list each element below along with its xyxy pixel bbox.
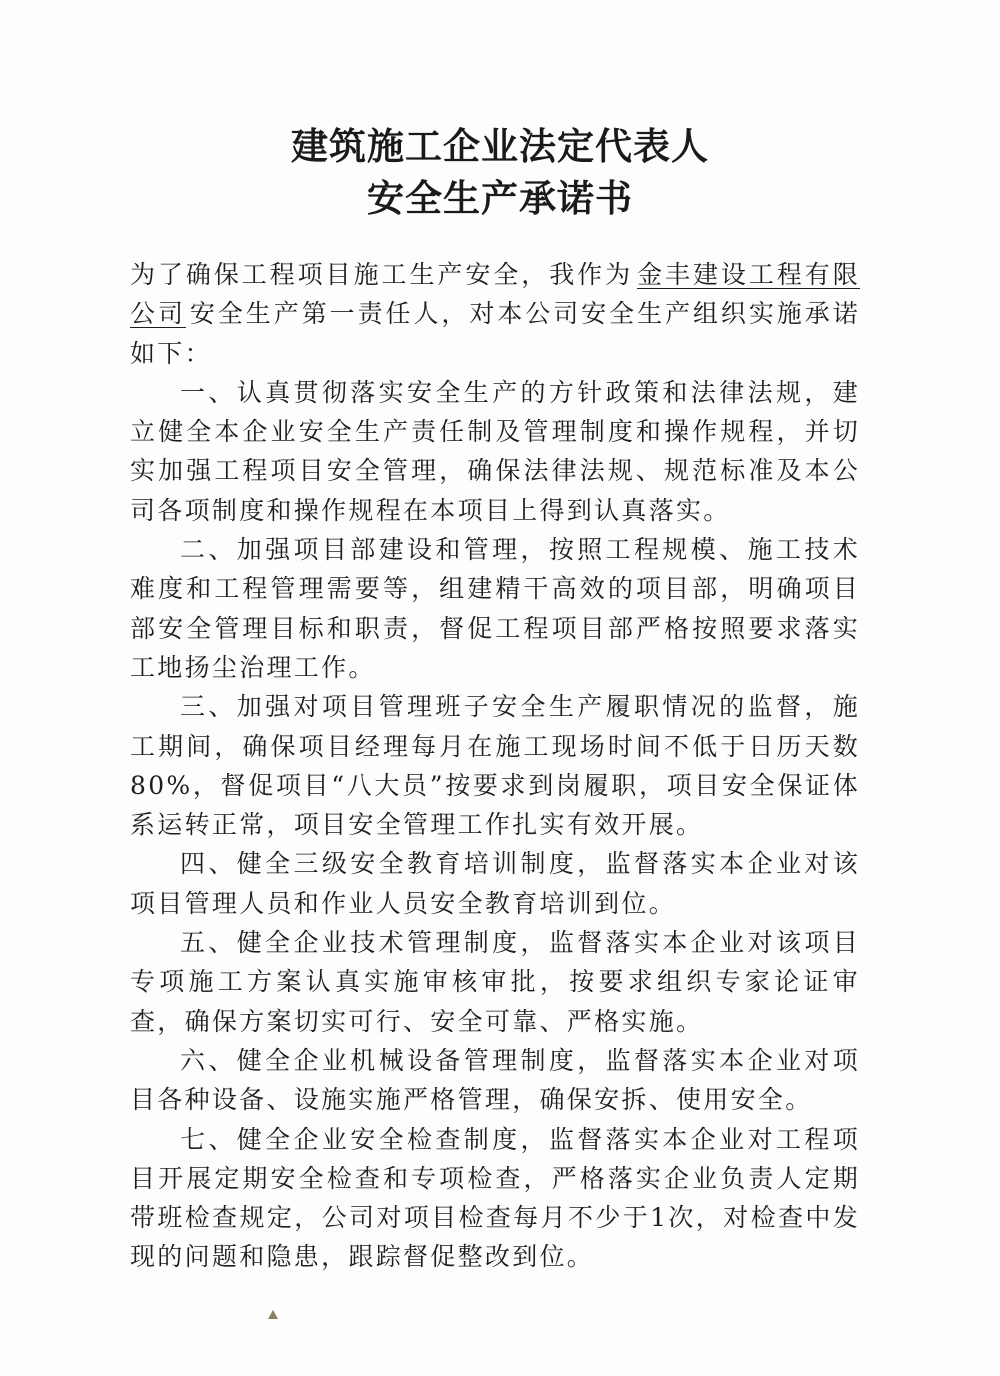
intro-text-after: 安全生产第一责任人，对本公司安全生产组织实施承诺如下： [130, 299, 861, 368]
scan-speck-mark [268, 1310, 278, 1319]
company-name: 金丰建设工程有限公司 [130, 260, 860, 329]
commitment-item-3: 三、加强对项目管理班子安全生产履职情况的监督，施工期间，确保项目经理每月在施工现场时间不低于日历天数80%，督促项目“八大员”按要求到岗履职，项目安全保证体系运转正常，项目安全管理工作扎实有效开展。 [130, 692, 860, 840]
commitment-item-7: 七、健全企业安全检查制度，监督落实本企业对工程项目开展定期安全检查和专项检查，严格落实企业负责人定期带班检查规定，公司对项目检查每月不少于1次，对检查中发现的问题和隐患，跟踪督促整改到位。 [130, 1124, 860, 1272]
document-body [130, 255, 860, 1277]
document-title: 建筑施工企业法定代表人 [291, 124, 709, 168]
intro-text-before: 为了确保工程项目施工生产安全，我作为 [130, 260, 634, 289]
commitment-item-5: 五、健全企业技术管理制度，监督落实本企业对该项目专项施工方案认真实施审核审批，按要求组织专家论证审查，确保方案切实可行、安全可靠、严格实施。 [130, 928, 860, 1036]
intro-paragraph [130, 255, 860, 373]
commitment-item-2: 二、加强项目部建设和管理，按照工程规模、施工技术难度和工程管理需要等，组建精干高效的项目部，明确项目部安全管理目标和职责，督促工程项目部严格按照要求落实工地扬尘治理工作。 [130, 535, 860, 682]
document-subtitle: 安全生产承诺书 [367, 176, 633, 220]
commitment-item-6: 六、健全企业机械设备管理制度，监督落实本企业对项目各种设备、设施实施严格管理，确保安拆、使用安全。 [130, 1045, 860, 1115]
commitment-item-1: 一、认真贯彻落实安全生产的方针政策和法律法规，建立健全本企业安全生产责任制及管理制度和操作规程，并切实加强工程项目安全管理，确保法律法规、规范标准及本公司各项制度和操作规程在本项目上得到认真落实。 [130, 377, 860, 525]
commitment-item-4: 四、健全三级安全教育培训制度，监督落实本企业对该项目管理人员和作业人员安全教育培训到位。 [130, 849, 860, 918]
